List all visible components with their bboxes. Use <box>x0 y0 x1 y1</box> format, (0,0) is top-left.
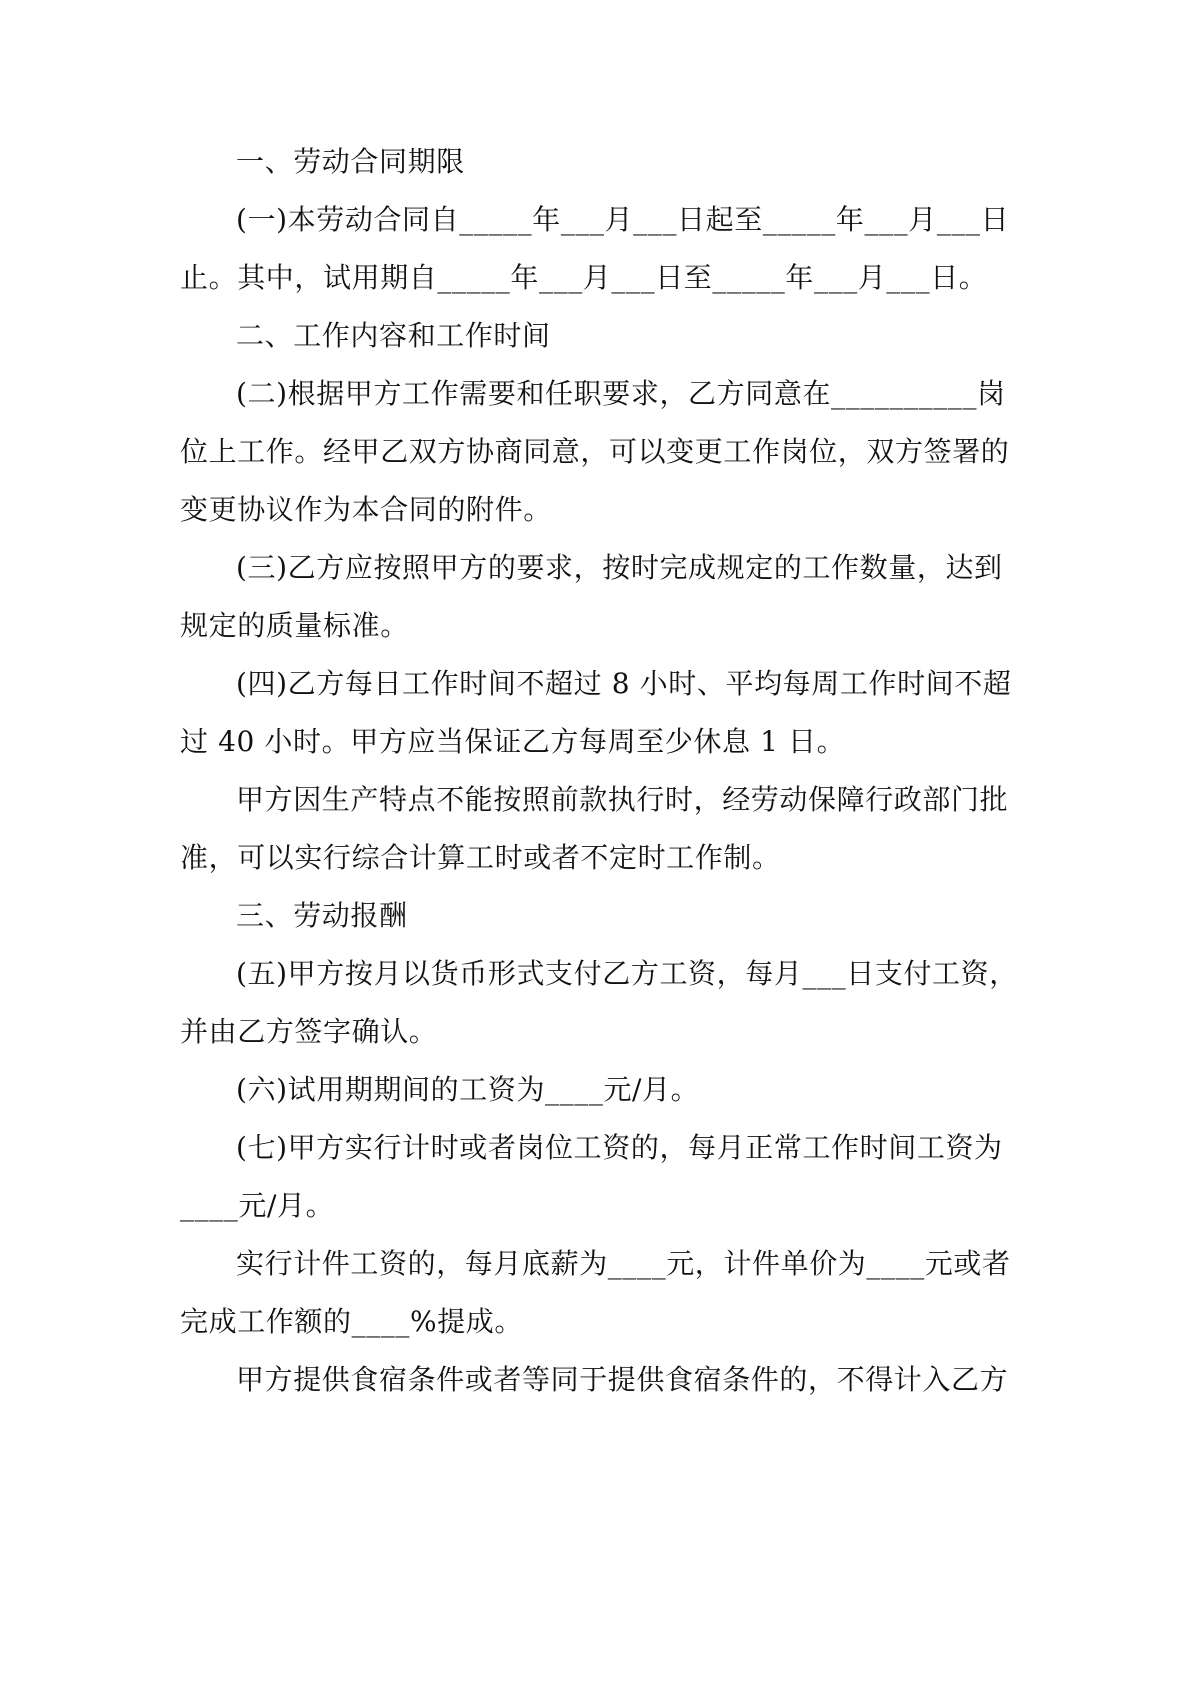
paragraph-line: (二)根据甲方工作需要和任职要求，乙方同意在__________岗 <box>236 377 1006 410</box>
paragraph-line: ____元/月。 <box>180 1189 335 1222</box>
paragraph-line: (七)甲方实行计时或者岗位工资的，每月正常工作时间工资为 <box>236 1131 1003 1164</box>
paragraph-line: 变更协议作为本合同的附件。 <box>180 493 552 526</box>
paragraph-line: 实行计件工资的，每月底薪为____元，计件单价为____元或者 <box>236 1247 1011 1280</box>
paragraph-line: 完成工作额的____%提成。 <box>180 1305 524 1338</box>
paragraph-line: (三)乙方应按照甲方的要求，按时完成规定的工作数量，达到 <box>236 551 1003 584</box>
paragraph-line: 止。其中，试用期自_____年___月___日至_____年___月___日。 <box>180 261 988 294</box>
section-heading-work-content: 二、工作内容和工作时间 <box>236 319 551 352</box>
paragraph-line: (六)试用期期间的工资为____元/月。 <box>236 1073 700 1106</box>
paragraph-line: (四)乙方每日工作时间不超过 8 小时、平均每周工作时间不超 <box>236 667 1012 700</box>
paragraph-line: 规定的质量标准。 <box>180 609 409 642</box>
section-heading-remuneration: 三、劳动报酬 <box>236 899 408 932</box>
paragraph-line: 甲方提供食宿条件或者等同于提供食宿条件的，不得计入乙方 <box>236 1363 1009 1396</box>
section-heading-contract-term: 一、劳动合同期限 <box>236 145 465 178</box>
paragraph-line: (一)本劳动合同自_____年___月___日起至_____年___月___日 <box>236 203 1010 236</box>
paragraph-line: 并由乙方签字确认。 <box>180 1015 438 1048</box>
paragraph-line: 过 40 小时。甲方应当保证乙方每周至少休息 1 日。 <box>180 725 846 758</box>
paragraph-line: 准，可以实行综合计算工时或者不定时工作制。 <box>180 841 781 874</box>
paragraph-line: (五)甲方按月以货币形式支付乙方工资，每月___日支付工资， <box>236 957 1018 990</box>
paragraph-line: 位上工作。经甲乙双方协商同意，可以变更工作岗位，双方签署的 <box>180 435 1010 468</box>
paragraph-line: 甲方因生产特点不能按照前款执行时，经劳动保障行政部门批 <box>236 783 1009 816</box>
